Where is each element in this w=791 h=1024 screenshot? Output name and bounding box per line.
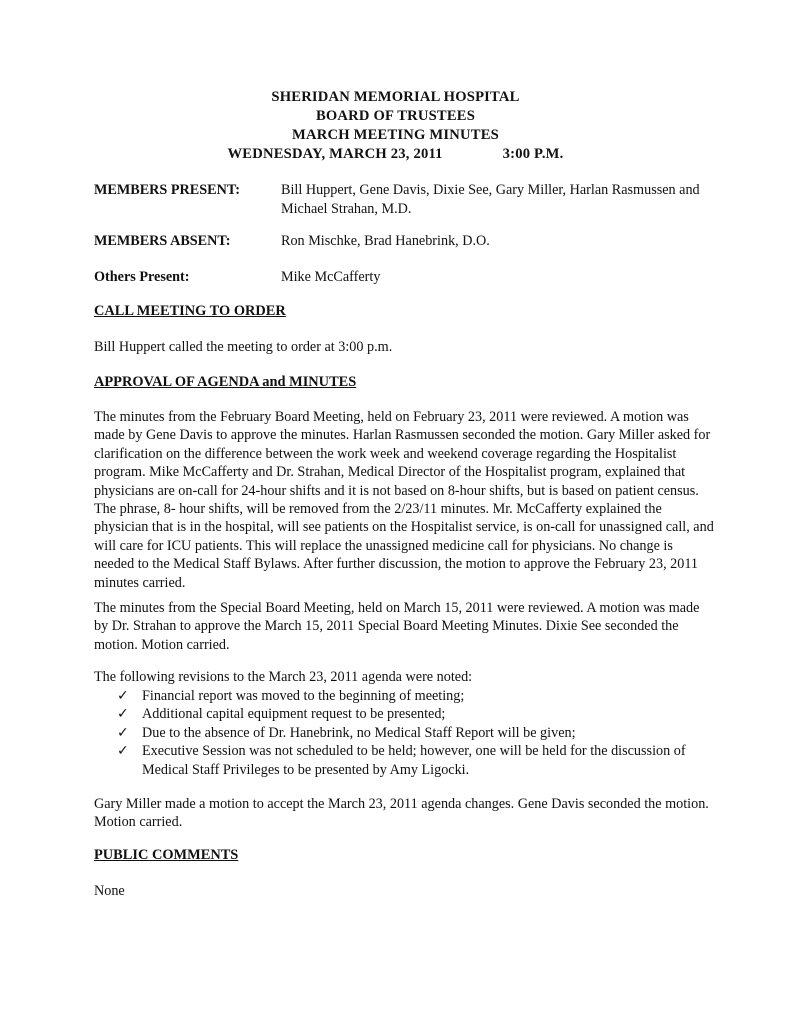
others-present-value: Mike McCafferty: [281, 269, 381, 285]
board-name: BOARD OF TRUSTEES: [315, 108, 476, 124]
list-item: [117, 724, 717, 742]
agenda-revisions-list: [117, 687, 717, 779]
members-absent-value: Ron Mischke, Brad Hanebrink, D.O.: [281, 233, 490, 249]
revision-text: Financial report was moved to the beginning of meeting;: [142, 688, 465, 704]
meeting-time: 3:00 P.M.: [502, 146, 564, 162]
meeting-date: WEDNESDAY, MARCH 23, 2011: [227, 146, 443, 162]
members-present-value: Bill Huppert, Gene Davis, Dixie See, Gary Miller, Harlan Rasmussen and Michael Strahan, M.D.: [281, 182, 700, 217]
call-to-order-heading: CALL MEETING TO ORDER: [94, 303, 286, 319]
check-mark-icon: ✓: [117, 706, 129, 723]
approval-paragraph-2: The minutes from the Special Board Meeting, held on March 15, 2011 were reviewed. A motion was made by Dr. Strahan to approve the March 15, 2011 Special Board Meeting Minutes. Dixie See seconded the motion. Motion carried.: [94, 600, 700, 653]
revision-text: Due to the absence of Dr. Hanebrink, no Medical Staff Report will be given;: [142, 724, 576, 741]
public-comments-heading: PUBLIC COMMENTS: [94, 847, 239, 863]
members-present-label: MEMBERS PRESENT:: [94, 182, 240, 198]
revision-text: Executive Session was not scheduled to be held; however, one will be held for the discussion of Medical Staff Privileges to be presented by Amy Ligocki.: [142, 743, 686, 778]
call-to-order-text: Bill Huppert called the meeting to order at 3:00 p.m.: [94, 339, 393, 355]
approval-paragraph-1: The minutes from the February Board Meeting, held on February 23, 2011 were reviewed. A motion was made by Gene Davis to approve the minutes. Harlan Rasmussen seconded the motion. Gary Miller asked for clarification on the difference between the work week and weekend coverage regarding the Hospitalist program. Mike McCafferty and Dr. Strahan, Medical Director of the Hospitalist program, explained that physicians are on-call for 24-hour shifts and it is not based on 8-hour shifts, but is based on patient census. The phrase, 8- hour shifts, will be removed from the 2/23/11 minutes. Mr. McCafferty explained the physician that is in the hospital, will see patients on the Hospitalist service, is on-call for unassigned call, and will care for ICU patients. This will replace the unassigned medicine call for physicians. No change is needed to the Medical Staff Bylaws. After further discussion, the motion to approve the February 23, 2011 minutes carried.: [94, 409, 714, 591]
check-mark-icon: ✓: [117, 743, 129, 760]
others-present-label: Others Present:: [94, 269, 190, 285]
list-item: [117, 705, 717, 723]
members-absent-label: MEMBERS ABSENT:: [94, 233, 231, 249]
document-title: MARCH MEETING MINUTES: [292, 127, 499, 143]
document-header: [0, 88, 791, 164]
hospital-name: SHERIDAN MEMORIAL HOSPITAL: [271, 89, 520, 105]
public-comments-text: None: [94, 883, 125, 899]
revision-text: Additional capital equipment request to be presented;: [142, 706, 446, 723]
meeting-date-line: [0, 145, 791, 164]
list-item: [117, 687, 717, 705]
check-mark-icon: ✓: [117, 688, 129, 704]
approval-paragraph-4: Gary Miller made a motion to accept the March 23, 2011 agenda changes. Gene Davis seconded the motion. Motion carried.: [94, 796, 709, 831]
approval-paragraph-3: The following revisions to the March 23, 2011 agenda were noted:: [94, 669, 473, 685]
check-mark-icon: ✓: [117, 724, 129, 741]
list-item: [117, 742, 717, 779]
approval-heading: APPROVAL OF AGENDA and MINUTES: [94, 374, 357, 390]
